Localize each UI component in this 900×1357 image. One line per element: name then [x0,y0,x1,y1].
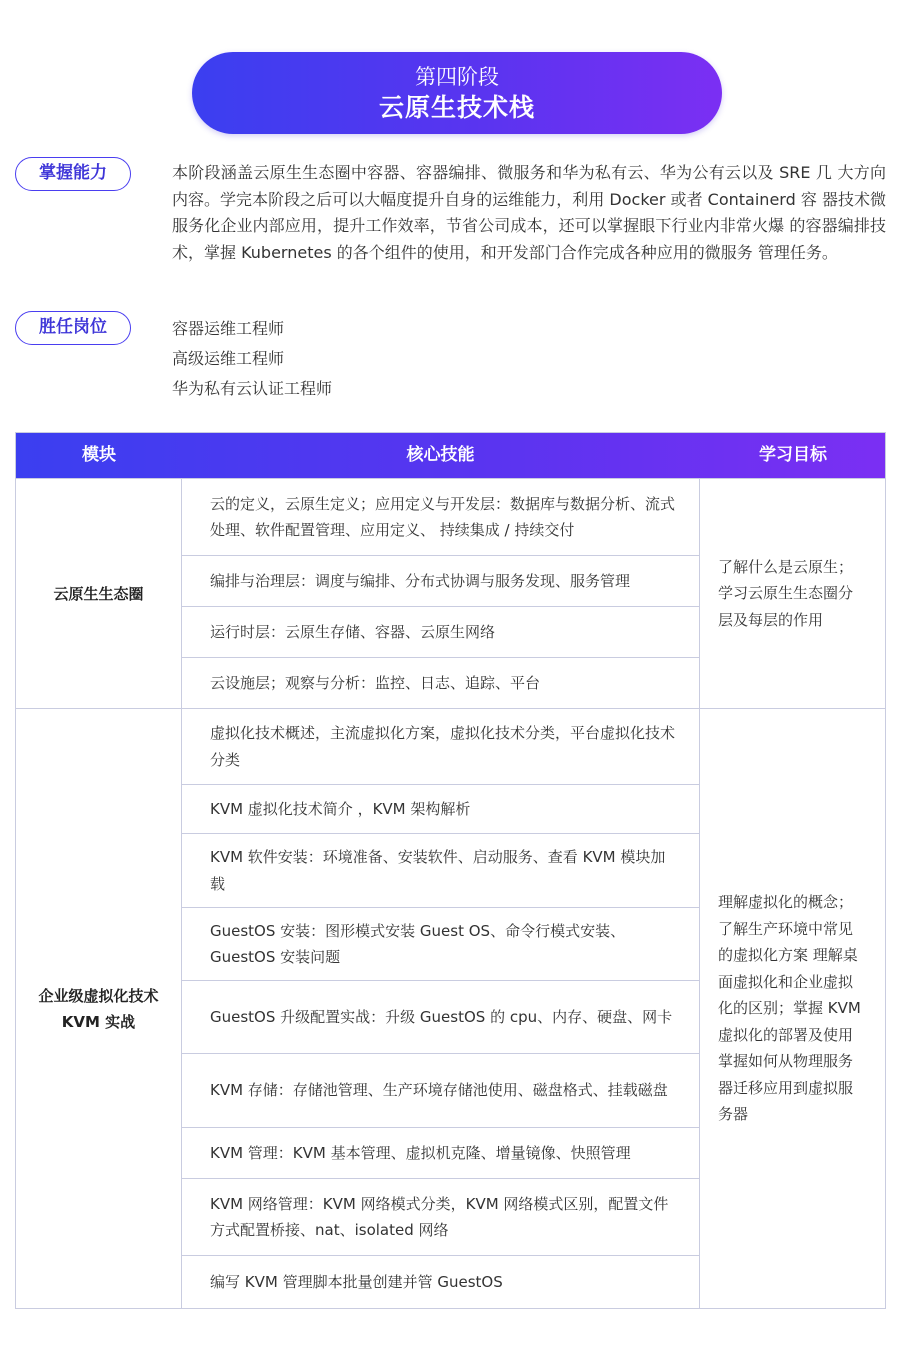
header-skills: 核心技能 [406,445,475,465]
curriculum-table [15,432,886,1309]
skill-row: 编写 KVM 管理脚本批量创建并管 GuestOS [210,1272,503,1291]
skill-row: 云的定义，云原生定义；应用定义与开发层：数据库与数据分析、流式处理、软件配置管理、应用定义、 持续集成 / 持续交付 [182,479,699,556]
positions-tag: 胜任岗位 [15,311,131,345]
section-cloud-native [16,478,885,708]
ability-tag: 掌握能力 [15,157,131,191]
position-item: 容器运维工程师 [172,319,285,338]
skill-row: KVM 存储：存储池管理、生产环境存储池使用、磁盘格式、挂载磁盘 [182,1054,699,1128]
module-cell: 云原生生态圈 [16,479,182,708]
stage-banner [192,52,722,134]
skill-row: 虚拟化技术概述，主流虚拟化方案，虚拟化技术分类，平台虚拟化技术分类 [182,709,699,785]
skill-row: KVM 虚拟化技术简介 ，KVM 架构解析 [182,785,699,834]
goal-cell: 了解什么是云原生；学习云原生生态圈分层及每层的作用 [699,479,885,708]
table-header [16,433,885,478]
positions-list [172,314,472,404]
header-goal: 学习目标 [759,445,827,465]
skill-row: GuestOS 升级配置实战：升级 GuestOS 的 cpu、内存、硬盘、网卡 [182,981,699,1054]
skill-row: 编排与治理层：调度与编排、分布式协调与服务发现、服务管理 [182,556,699,607]
module-cell: 企业级虚拟化技术 KVM 实战 [16,709,182,1308]
skills-column [182,479,699,708]
skill-row: KVM 网络管理：KVM 网络模式分类，KVM 网络模式区别，配置文件方式配置桥接、nat、isolated 网络 [182,1179,699,1256]
stage-number: 第四阶段 [415,65,499,89]
skill-row: KVM 管理：KVM 基本管理、虚拟机克隆、增量镜像、快照管理 [182,1128,699,1179]
section-kvm [16,708,885,1308]
position-item: 华为私有云认证工程师 [172,379,333,398]
position-item: 高级运维工程师 [172,349,285,368]
skill-row: 运行时层：云原生存储、容器、云原生网络 [182,607,699,658]
goal-cell: 理解虚拟化的概念；了解生产环境中常见的虚拟化方案 理解桌面虚拟化和企业虚拟化的区别；掌握 KVM 虚拟化的部署及使用 掌握如何从物理服务器迁移应用到虚拟服务器 [699,709,885,1308]
skill-row: KVM 软件安装：环境准备、安装软件、启动服务、查看 KVM 模块加载 [182,834,699,908]
stage-title: 云原生技术栈 [378,93,535,122]
ability-description: 本阶段涵盖云原生生态圈中容器、容器编排、微服务和华为私有云、华为公有云以及 SRE 几 大方向内容。学完本阶段之后可以大幅度提升自身的运维能力，利用 Docker 或者 Containerd 容 器技术微服务化企业内部应用，提升工作效率，节省公司成本，还可以掌握眼下行业内非常火爆 的容器编排技术，掌握 Kubernetes 的各个组件的使用，和开发部门合作完成各种应用的微服务 管理任务。 [172,163,886,262]
skill-row: 云设施层；观察与分析：监控、日志、追踪、平台 [210,673,541,692]
skills-column [182,709,699,1308]
skill-row: GuestOS 安装：图形模式安装 Guest OS、命令行模式安装、GuestOS 安装问题 [182,908,699,981]
header-module: 模块 [82,445,116,465]
